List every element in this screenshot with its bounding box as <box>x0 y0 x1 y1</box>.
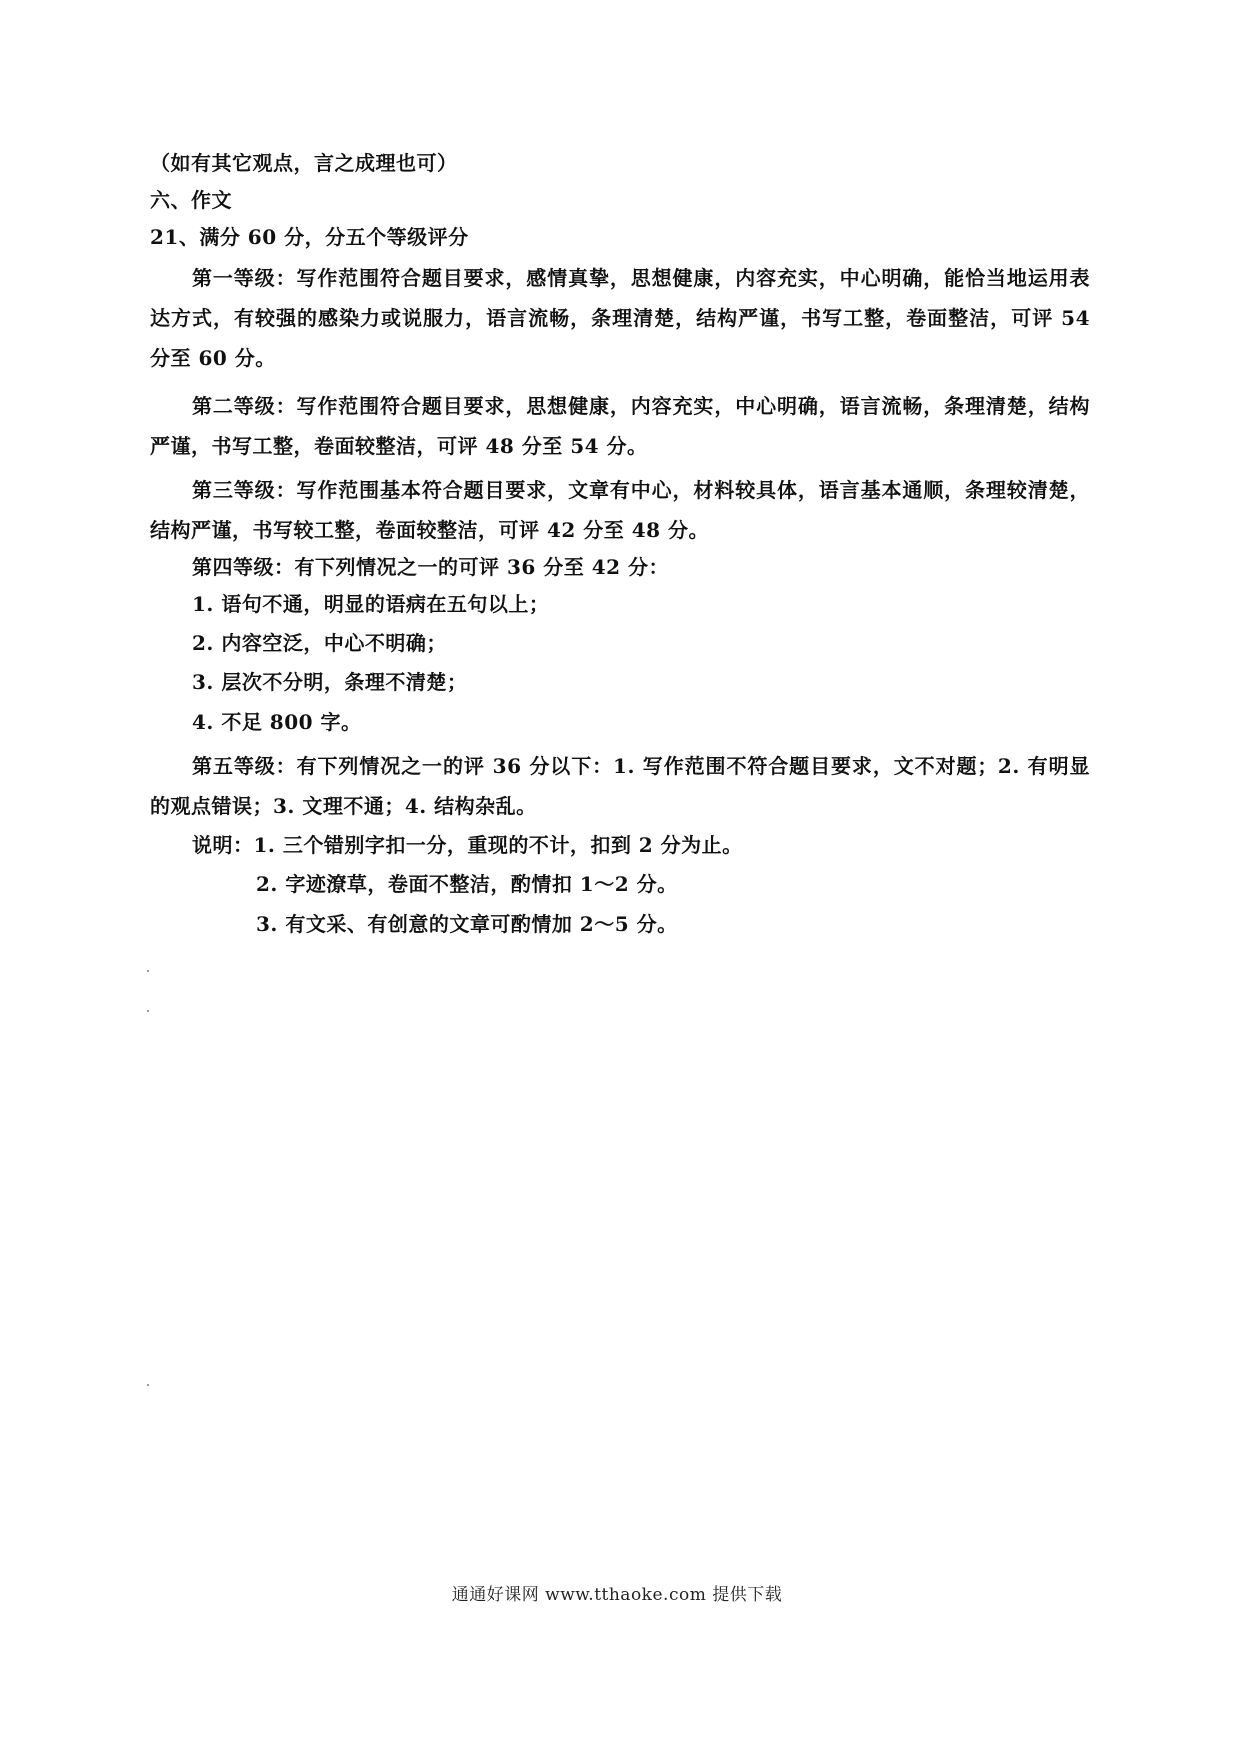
note-item: 说明：1. 三个错别字扣一分，重现的不计，扣到 2 分为止。 <box>192 833 743 857</box>
grade-5-paragraph: 第五等级：有下列情况之一的评 36 分以下：1. 写作范围不符合题目要求，文不对题；2. 有明显的观点错误；3. 文理不通；4. 结构杂乱。 <box>150 754 1090 818</box>
grade-4-item: 2. 内容空泛，中心不明确； <box>192 631 447 655</box>
grade-4-item: 1. 语句不通，明显的语病在五句以上； <box>192 592 550 616</box>
note-line: （如有其它观点，言之成理也可） <box>150 151 458 175</box>
note-item: 3. 有文采、有创意的文章可酌情加 2～5 分。 <box>256 912 678 936</box>
grade-3-paragraph: 第三等级：写作范围基本符合题目要求，文章有中心，材料较具体，语言基本通顺，条理较清楚，结构严谨，书写较工整，卷面较整洁，可评 42 分至 48 分。 <box>150 478 1090 542</box>
grade-4-item: 4. 不足 800 字。 <box>192 710 362 734</box>
question-21-heading: 21、满分 60 分，分五个等级评分 <box>150 225 469 249</box>
grade-4-intro: 第四等级：有下列情况之一的可评 36 分至 42 分： <box>192 555 670 579</box>
section-title: 六、作文 <box>150 188 232 212</box>
grade-4-item: 3. 层次不分明，条理不清楚； <box>192 670 468 694</box>
grade-2-paragraph: 第二等级：写作范围符合题目要求，思想健康，内容充实，中心明确，语言流畅，条理清楚，结构严谨，书写工整，卷面较整洁，可评 48 分至 54 分。 <box>150 394 1090 458</box>
scan-speck <box>147 1384 149 1386</box>
note-item: 2. 字迹潦草，卷面不整洁，酌情扣 1～2 分。 <box>256 872 678 896</box>
footer-source: 通通好课网 www.tthaoke.com 提供下载 <box>451 1585 783 1605</box>
scan-speck <box>147 970 149 972</box>
grade-1-paragraph: 第一等级：写作范围符合题目要求，感情真挚，思想健康，内容充实，中心明确，能恰当地运用表达方式，有较强的感染力或说服力，语言流畅，条理清楚，结构严谨，书写工整，卷面整洁，可评 54 分至 60 分。 <box>150 266 1090 370</box>
scan-speck <box>147 1010 149 1012</box>
